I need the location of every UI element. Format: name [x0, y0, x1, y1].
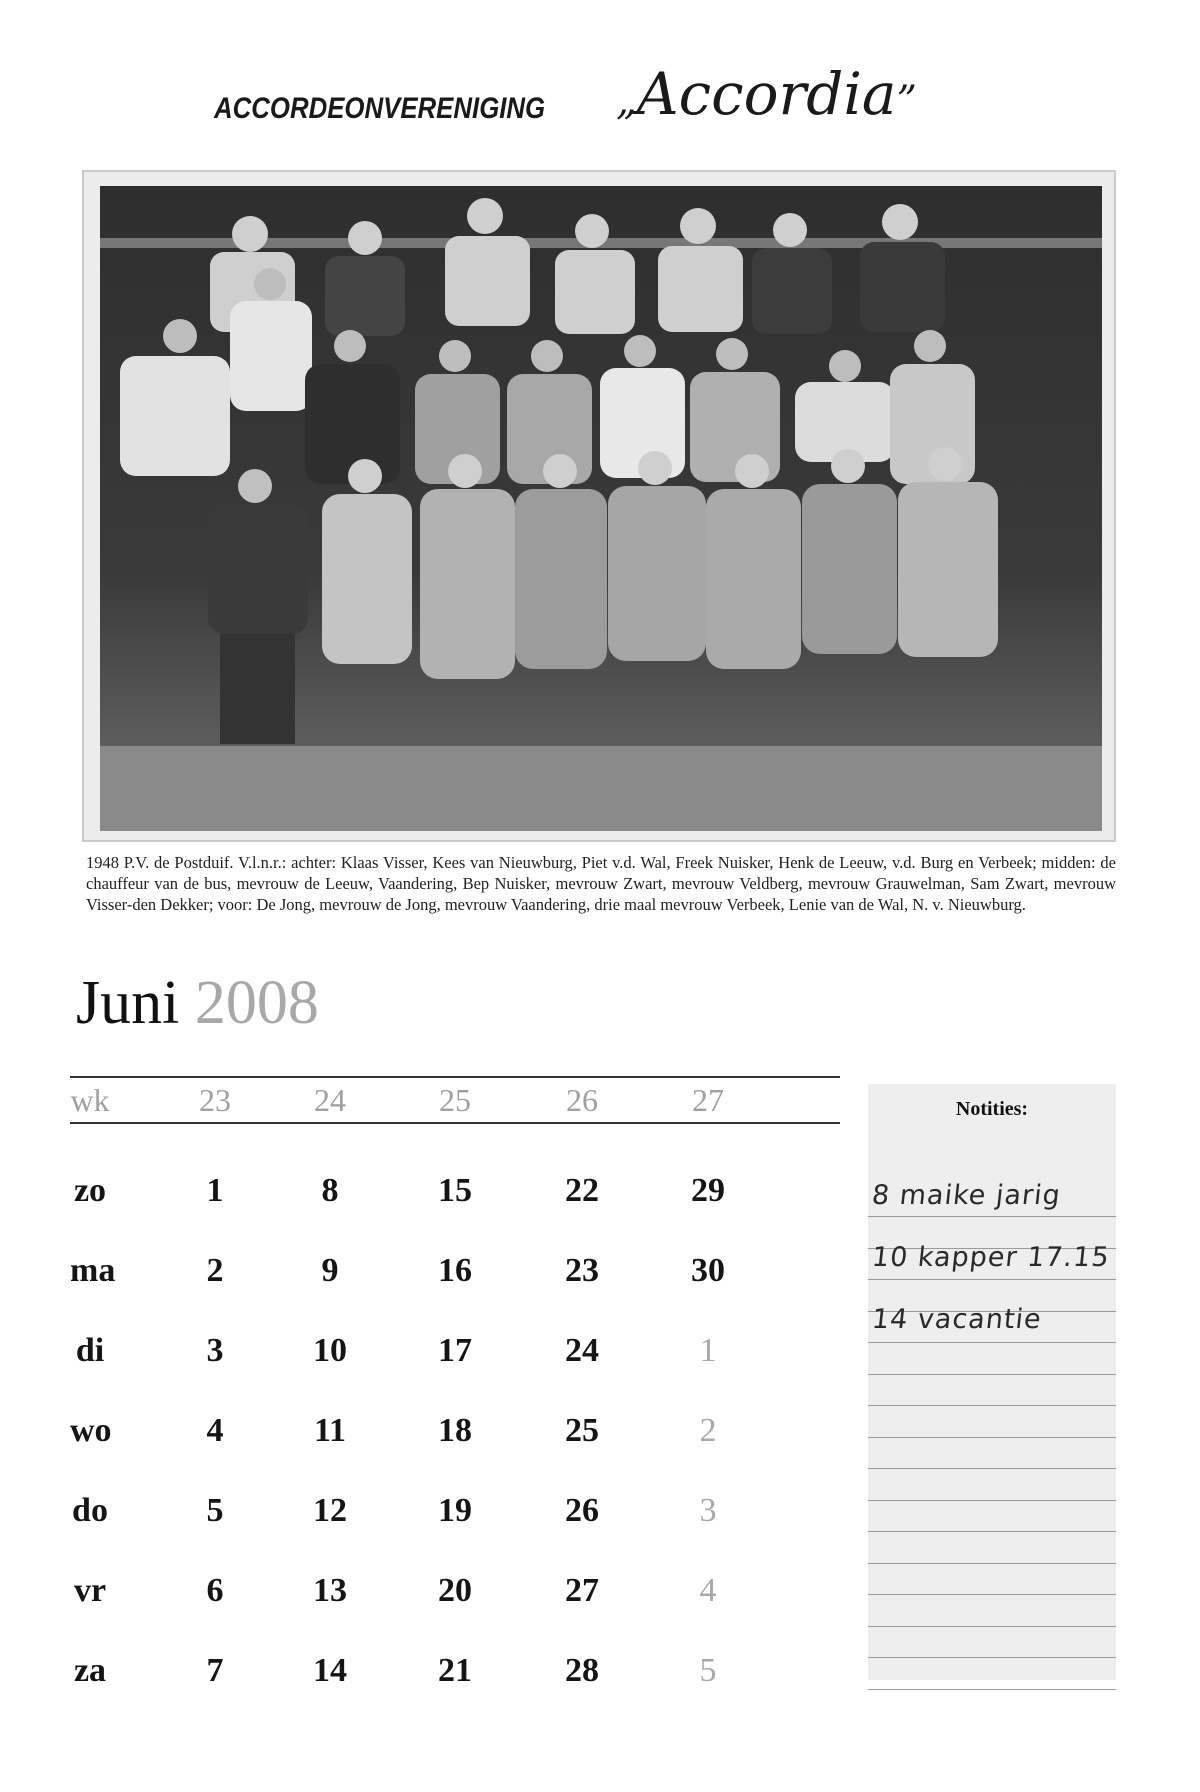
month-year: 2008: [194, 969, 319, 1037]
note-rule: [868, 1279, 1116, 1280]
date-cell: 5: [206, 1492, 224, 1529]
notes-panel: [868, 1084, 1116, 1680]
group-photo-illustration: [100, 186, 1102, 831]
weekday-label: do: [72, 1492, 108, 1529]
calendar-rule-header: [70, 1122, 840, 1124]
note-rule: [868, 1689, 1116, 1690]
date-cell: 2: [206, 1252, 224, 1289]
note-rule: [868, 1657, 1116, 1658]
day-row-za: [70, 1652, 840, 1712]
calendar-rule-top: [70, 1076, 840, 1078]
date-cell: 22: [565, 1172, 599, 1209]
week-number: 23: [199, 1082, 231, 1118]
week-label: wk: [70, 1082, 110, 1118]
date-cell: 23: [565, 1252, 599, 1289]
day-row-vr: [70, 1572, 840, 1632]
note-rule: [868, 1594, 1116, 1595]
date-cell: 4: [206, 1412, 224, 1449]
note-entry: 10 kapper 17.15: [870, 1242, 1112, 1273]
month-name: Juni: [76, 969, 180, 1037]
group-photo: [100, 186, 1102, 831]
date-cell: 11: [313, 1412, 347, 1449]
day-row-di: [70, 1332, 840, 1392]
weekday-label: ma: [70, 1252, 116, 1289]
week-number: 24: [314, 1082, 346, 1118]
note-rule: [868, 1500, 1116, 1501]
week-number: 27: [692, 1082, 724, 1118]
week-number: 25: [439, 1082, 471, 1118]
note-rule: [868, 1468, 1116, 1469]
date-cell: 13: [313, 1572, 347, 1609]
photo-caption: 1948 P.V. de Postduif. V.l.n.r.: achter: Klaas Visser, Kees van Nieuwburg, Piet v.d. Wal, Freek Nuisker, Henk de Leeuw, v.d. Burg en Verbeek; midden: de chauffeur van de bus, mevrouw de Leeuw, Vaandering, Bep Nuisker, mevrouw Zwart, mevrouw Veldberg, mevrouw Grauwelman, Sam Zwart, mevrouw Visser-den Dekker; voor: De Jong, mevrouw de Jong, mevrouw Vaandering, drie maal mevrouw Verbeek, Lenie van de Wal, N. v. Nieuwburg.: [86, 853, 1116, 914]
weekday-label: wo: [70, 1412, 112, 1449]
note-rule: [868, 1626, 1116, 1627]
note-rule: [868, 1374, 1116, 1375]
date-cell: 17: [438, 1332, 472, 1369]
club-name: Accordia: [636, 60, 897, 128]
page-header: [0, 40, 1200, 130]
date-cell: 18: [438, 1412, 472, 1449]
date-cell: 15: [438, 1172, 472, 1209]
weekday-label: za: [73, 1652, 107, 1689]
weekday-label: zo: [73, 1172, 107, 1209]
note-rule: [868, 1216, 1116, 1217]
date-cell: 4: [699, 1572, 717, 1609]
date-cell: 1: [699, 1332, 717, 1369]
date-cell: 27: [565, 1572, 599, 1609]
note-rule: [868, 1563, 1116, 1564]
day-row-do: [70, 1492, 840, 1552]
note-rule: [868, 1405, 1116, 1406]
day-row-ma: [70, 1252, 840, 1312]
note-entry: 8 maike jarig: [870, 1180, 1063, 1211]
weekday-label: di: [75, 1332, 105, 1369]
date-cell: 1: [206, 1172, 224, 1209]
date-cell: 2: [699, 1412, 717, 1449]
date-cell: 12: [313, 1492, 347, 1529]
note-entry: 14 vacantie: [870, 1304, 1044, 1335]
date-cell: 9: [321, 1252, 339, 1289]
date-cell: 21: [438, 1652, 472, 1689]
date-cell: 29: [691, 1172, 725, 1209]
month-title: [76, 968, 319, 1039]
date-cell: 16: [438, 1252, 472, 1289]
date-cell: 28: [565, 1652, 599, 1689]
day-row-zo: [70, 1172, 840, 1232]
note-rule: [868, 1437, 1116, 1438]
date-cell: 8: [321, 1172, 339, 1209]
date-cell: 30: [691, 1252, 725, 1289]
date-cell: 3: [699, 1492, 717, 1529]
week-number: 26: [566, 1082, 598, 1118]
note-rule: [868, 1342, 1116, 1343]
date-cell: 7: [206, 1652, 224, 1689]
club-label: ACCORDEONVERENIGING: [214, 92, 546, 125]
week-number-row: [70, 1082, 840, 1122]
date-cell: 3: [206, 1332, 224, 1369]
date-cell: 25: [565, 1412, 599, 1449]
quote-close: ”: [896, 78, 917, 124]
date-cell: 24: [565, 1332, 599, 1369]
date-cell: 20: [438, 1572, 472, 1609]
date-cell: 6: [206, 1572, 224, 1609]
quote-open: „: [616, 78, 637, 124]
date-cell: 10: [313, 1332, 347, 1369]
date-cell: 14: [313, 1652, 347, 1689]
notes-title: Notities:: [955, 1098, 1029, 1120]
date-cell: 26: [565, 1492, 599, 1529]
club-name-logo: [616, 60, 917, 128]
day-row-wo: [70, 1412, 840, 1472]
weekday-label: vr: [73, 1572, 107, 1609]
date-cell: 5: [699, 1652, 717, 1689]
date-cell: 19: [438, 1492, 472, 1529]
note-rule: [868, 1531, 1116, 1532]
